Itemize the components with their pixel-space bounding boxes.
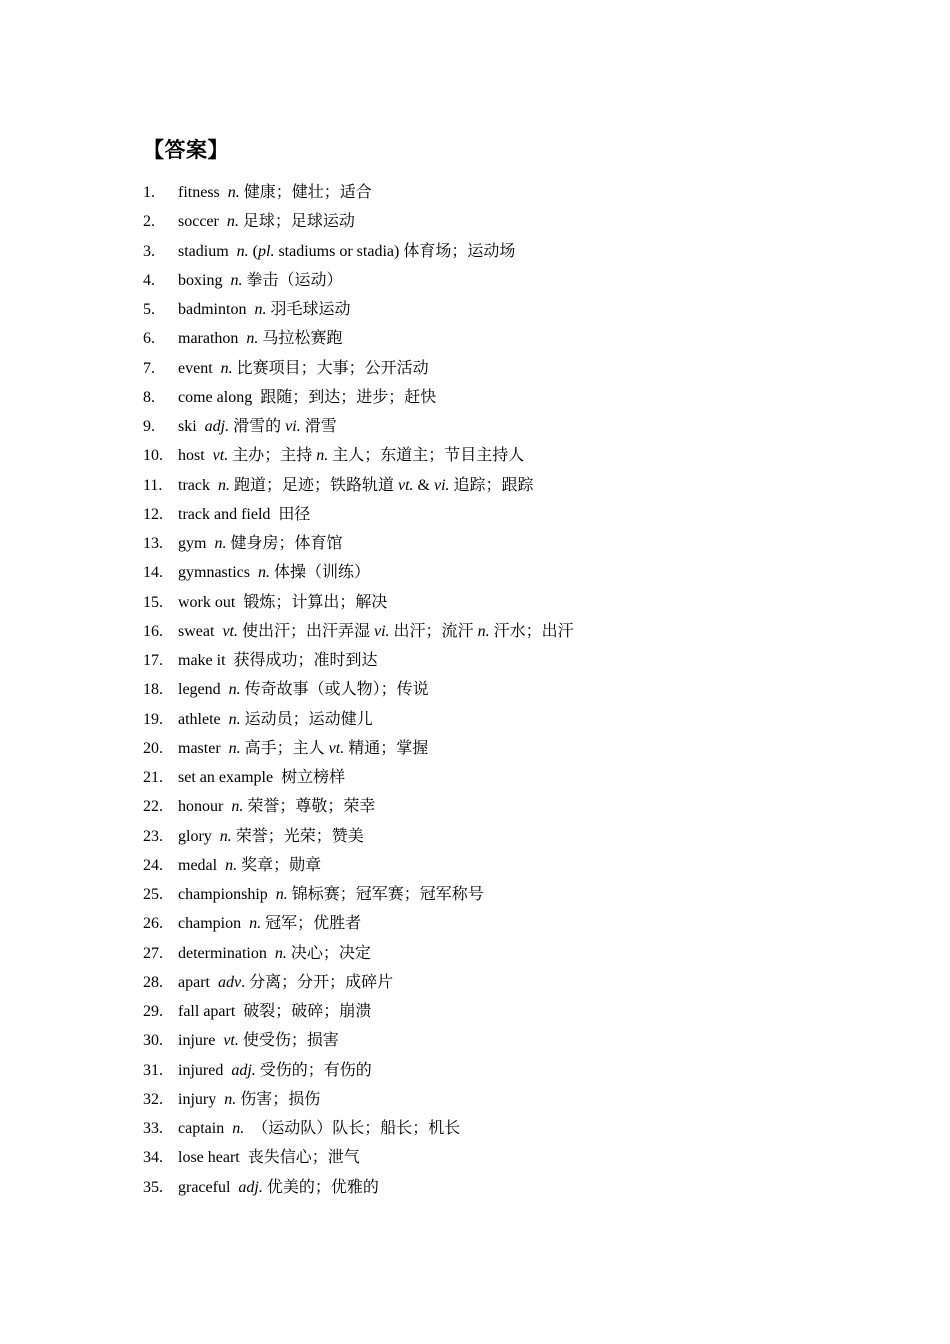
part-of-speech: vt.	[212, 447, 229, 465]
item-number: 23.	[143, 827, 163, 845]
part-of-speech: n.	[220, 359, 233, 377]
part-of-speech: n.	[316, 447, 329, 465]
entry-text: 羽毛球运动	[266, 301, 351, 318]
entry-text: badminton	[178, 301, 255, 318]
entry-text: event	[178, 359, 221, 377]
entry-text: injure	[178, 1032, 224, 1050]
item-number: 13.	[143, 535, 163, 552]
entry-text: 健身房；体育馆	[226, 535, 343, 552]
item-number: 3.	[143, 242, 155, 260]
item-entry	[178, 441, 524, 470]
entry-text: track and field 田径	[178, 505, 311, 523]
entry-text: 荣誉；光荣；赞美	[231, 827, 364, 845]
entry-text: gym	[178, 535, 215, 552]
item-number: 35.	[143, 1178, 163, 1196]
part-of-speech: n.	[219, 827, 232, 845]
entry-text: 汗水；出汗	[489, 622, 574, 640]
entry-text: &	[413, 476, 434, 494]
item-entry	[178, 1085, 320, 1114]
part-of-speech: n.	[258, 564, 270, 582]
entry-text: 拳击（运动）	[242, 271, 343, 289]
item-number: 16.	[143, 622, 163, 640]
entry-text: champion	[178, 915, 250, 933]
entry-text: work out 锻炼；计算出；解决	[178, 593, 388, 611]
entry-text: 高手；主人	[240, 739, 329, 757]
item-number: 10.	[143, 447, 163, 465]
item-number: 33.	[143, 1120, 163, 1137]
item-entry	[178, 324, 342, 353]
item-entry	[178, 178, 372, 207]
entry-text: legend	[178, 681, 229, 699]
entry-text: apart	[178, 973, 218, 991]
part-of-speech: vi.	[374, 622, 390, 640]
entry-text: graceful	[178, 1178, 239, 1196]
part-of-speech: n.	[227, 184, 240, 201]
item-entry	[178, 705, 373, 734]
part-of-speech: n.	[214, 535, 227, 552]
entry-text: 精通；掌握	[344, 739, 429, 757]
entry-text: stadiums or stadia) 体育场；运动场	[274, 242, 516, 260]
part-of-speech: n.	[231, 798, 244, 816]
item-entry	[178, 383, 436, 412]
item-entry	[178, 1173, 379, 1202]
entry-text: 受伤的；有伤的	[255, 1061, 372, 1079]
entry-text: 滑雪的	[229, 418, 286, 435]
item-entry	[178, 851, 321, 880]
item-number: 4.	[143, 271, 155, 289]
entry-text: make it 获得成功；准时到达	[178, 652, 378, 669]
entry-text: glory	[178, 827, 220, 845]
item-number: 9.	[143, 418, 155, 435]
entry-text: 体操（训练）	[270, 564, 371, 582]
entry-text: 跑道；足迹；铁路轨道	[229, 476, 398, 494]
entry-text: fall apart 破裂；破碎；崩溃	[178, 1003, 372, 1020]
item-entry	[178, 558, 370, 587]
item-entry	[178, 675, 429, 704]
entry-text: lose heart 丧失信心；泄气	[178, 1149, 360, 1167]
entry-text: determination	[178, 944, 275, 962]
item-number: 28.	[143, 973, 163, 991]
item-number: 2.	[143, 213, 155, 231]
entry-text: set an example 树立榜样	[178, 769, 346, 786]
item-number: 30.	[143, 1032, 163, 1050]
item-entry	[178, 237, 515, 266]
entry-text: 伤害；损伤	[236, 1090, 321, 1108]
entry-text: stadium	[178, 242, 237, 260]
item-entry	[178, 1056, 372, 1085]
entry-text: 荣誉；尊敬；荣幸	[243, 798, 376, 816]
entry-text: .	[241, 973, 246, 991]
entry-text: track	[178, 476, 218, 494]
part-of-speech: pl.	[258, 242, 275, 260]
part-of-speech: vi.	[285, 418, 301, 435]
part-of-speech: n.	[228, 739, 241, 757]
item-number: 29.	[143, 1003, 163, 1020]
entry-text: medal	[178, 856, 226, 874]
item-number: 11.	[143, 476, 163, 494]
part-of-speech: n.	[249, 915, 262, 933]
entry-text: marathon	[178, 330, 247, 348]
item-number: 21.	[143, 769, 163, 786]
part-of-speech: n.	[217, 476, 230, 494]
entry-text: captain	[178, 1120, 233, 1137]
entry-text: 比赛项目；大事；公开活动	[232, 359, 429, 377]
item-entry	[178, 939, 371, 968]
entry-text: 奖章；勋章	[237, 856, 322, 874]
entry-text: 出汗；流汗	[389, 622, 478, 640]
item-number: 27.	[143, 944, 163, 962]
part-of-speech: n.	[226, 213, 239, 231]
part-of-speech: n.	[275, 886, 288, 903]
item-entry	[178, 207, 355, 236]
entry-text: 决心；决定	[286, 944, 371, 962]
entry-text: master	[178, 739, 229, 757]
part-of-speech: n.	[477, 622, 490, 640]
entry-text: come along 跟随；到达；进步；赶快	[178, 388, 437, 406]
item-number: 12.	[143, 505, 163, 523]
item-number: 31.	[143, 1061, 163, 1079]
part-of-speech: vt.	[328, 739, 345, 757]
part-of-speech: n.	[246, 330, 259, 348]
entry-text: gymnastics	[178, 564, 258, 582]
item-number: 7.	[143, 359, 155, 377]
item-entry	[178, 471, 534, 500]
item-number: 19.	[143, 710, 163, 728]
entry-text: 使受伤；损害	[238, 1032, 339, 1050]
part-of-speech: adj.	[231, 1061, 256, 1079]
part-of-speech: vt.	[398, 476, 414, 494]
entry-text: 足球；足球运动	[238, 213, 355, 231]
item-entry	[178, 1026, 339, 1055]
entry-text: （运动队）队长；船长；机长	[244, 1120, 461, 1137]
entry-text: (	[248, 242, 258, 260]
item-entry	[178, 880, 484, 909]
item-entry	[178, 792, 375, 821]
item-entry	[178, 588, 387, 617]
item-entry	[178, 968, 393, 997]
entry-text: ski	[178, 418, 205, 435]
item-number: 18.	[143, 681, 163, 699]
entry-text: sweat	[178, 622, 223, 640]
part-of-speech: n.	[224, 1090, 237, 1108]
item-number: 26.	[143, 915, 163, 933]
item-entry	[178, 295, 350, 324]
entry-text: 优美的；优雅的	[262, 1178, 379, 1196]
item-entry	[178, 997, 371, 1026]
item-number: 6.	[143, 330, 155, 348]
part-of-speech: n.	[228, 681, 241, 699]
entry-text: fitness	[178, 184, 228, 201]
item-entry	[178, 266, 342, 295]
item-entry	[178, 354, 429, 383]
entry-text: 冠军；优胜者	[261, 915, 362, 933]
item-number: 20.	[143, 739, 163, 757]
entry-text: honour	[178, 798, 232, 816]
item-entry	[178, 646, 378, 675]
entry-text: championship	[178, 886, 276, 903]
item-number: 1.	[143, 184, 155, 201]
entry-text: athlete	[178, 710, 229, 728]
entry-text: 滑雪	[300, 418, 337, 435]
entry-text: injured	[178, 1061, 232, 1079]
entry-text: injury	[178, 1090, 225, 1108]
item-entry	[178, 763, 345, 792]
entry-text: 使出汗；出汗弄湿	[237, 622, 374, 640]
entry-text: 传奇故事（或人物）；传说	[240, 681, 429, 699]
item-entry	[178, 412, 337, 441]
item-number: 24.	[143, 856, 163, 874]
part-of-speech: adv	[217, 973, 242, 991]
part-of-speech: n.	[228, 710, 241, 728]
item-number: 14.	[143, 564, 163, 582]
part-of-speech: adj.	[204, 418, 230, 435]
part-of-speech: n.	[236, 242, 249, 260]
part-of-speech: n.	[230, 271, 243, 289]
item-entry	[178, 529, 342, 558]
entry-text: 追踪；跟踪	[449, 476, 534, 494]
part-of-speech: n.	[274, 944, 287, 962]
entry-text: 马拉松赛跑	[258, 330, 343, 348]
item-number: 5.	[143, 301, 155, 318]
part-of-speech: n.	[225, 856, 238, 874]
entry-text: boxing	[178, 271, 231, 289]
item-entry	[178, 734, 428, 763]
item-entry	[178, 617, 574, 646]
entry-text: 健康；健壮；适合	[239, 184, 372, 201]
part-of-speech: adj.	[238, 1178, 263, 1196]
item-number: 34.	[143, 1149, 163, 1167]
part-of-speech: n.	[254, 301, 267, 318]
item-number: 25.	[143, 886, 163, 903]
item-number: 17.	[143, 652, 163, 669]
item-entry	[178, 1143, 360, 1172]
item-entry	[178, 822, 364, 851]
entry-text: 主办；主持	[228, 447, 317, 465]
item-entry	[178, 1114, 460, 1143]
part-of-speech: n.	[232, 1120, 245, 1137]
entry-text: 锦标赛；冠军赛；冠军称号	[287, 886, 484, 903]
answer-heading: 【答案】	[143, 138, 229, 162]
entry-text: 主人；东道主；节目主持人	[328, 447, 525, 465]
part-of-speech: vt.	[223, 1032, 239, 1050]
item-number: 15.	[143, 593, 163, 611]
item-number: 32.	[143, 1090, 163, 1108]
entry-text: 运动员；运动健儿	[240, 710, 373, 728]
item-number: 8.	[143, 388, 155, 406]
entry-text: soccer	[178, 213, 227, 231]
item-entry	[178, 500, 310, 529]
entry-text: host	[178, 447, 213, 465]
entry-text: 分离；分开；成碎片	[245, 973, 394, 991]
item-entry	[178, 909, 361, 938]
part-of-speech: vi.	[434, 476, 450, 494]
item-number: 22.	[143, 798, 163, 816]
part-of-speech: vt.	[222, 622, 238, 640]
